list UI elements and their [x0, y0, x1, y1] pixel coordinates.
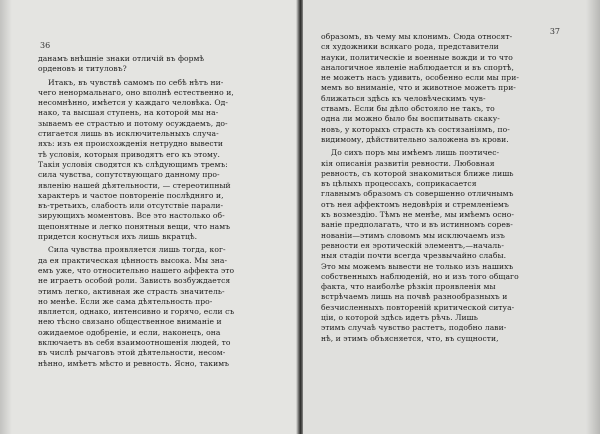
text-line: безчисленныхъ повтореній критической ситуа- [321, 302, 515, 312]
left-page-text [38, 54, 286, 369]
right-page-text [321, 32, 576, 344]
text-line: встрѣчаемъ лишь на почвѣ разнообразныхъ и [321, 292, 508, 302]
text-line: кія описанія развитія ревности. Любовная [321, 158, 495, 168]
left-page-number: 36 [40, 41, 51, 50]
text-line: этимъ легко, активная же страсть значитель- [38, 286, 225, 296]
text-line: факта, что наиболѣе рѣзкія проявленія мы [321, 282, 496, 292]
text-line: зываемъ ее страстью и потому осуждаемъ, до- [38, 118, 228, 128]
text-line: До сихъ поръ мы имѣемъ лишь поэтичес- [331, 148, 500, 158]
text-line: аналогичное явленіе наблюдается и въ спортѣ, [321, 62, 514, 72]
text-line: чего ненормальнаго, оно вполнѣ естественно и, [38, 87, 234, 97]
left-page [0, 0, 298, 434]
text-line: ревность, съ которой знакомиться ближе лишь [321, 168, 514, 178]
text-line: сила чувства, сопутствующаго данному про- [38, 170, 220, 180]
text-line: главнымъ образомъ съ совершенно отличнымъ [321, 189, 514, 199]
text-line: одна ли можно было бы воспитывать скаку- [321, 114, 500, 124]
text-line: собственныхъ наблюденій, но и изъ того общаго [321, 271, 519, 281]
text-line: въ-третьихъ, слабость или отсутствіе парали- [38, 201, 224, 211]
text-line: къ возмездію. Тѣмъ не менѣе, мы имѣемъ осно- [321, 210, 514, 220]
text-line: въ цѣлыхъ процессахъ, соприкасается [321, 179, 477, 189]
text-line: Сила чувства проявляется лишь тогда, ког- [48, 245, 226, 255]
text-line: ся художники всякаго рода, представители [321, 42, 499, 52]
text-line: этимъ случаѣ чувство растетъ, подобно лави- [321, 323, 507, 333]
text-line: является, однако, интенсивно и горячо, если съ [38, 307, 235, 317]
text-line: нако, та высшая ступень, на которой мы на- [38, 108, 219, 118]
text-line: ныя стадіи почти всегда чрезвычайно слабы. [321, 251, 507, 261]
text-line: ваніе предполагать, что и въ истинномъ сорев- [321, 220, 513, 230]
text-line: ствамъ. Если бы дѣло обстояло не такъ, то [321, 104, 495, 114]
text-line: щепонятные и легко понятныя вещи, что намъ [38, 221, 231, 231]
right-page-number: 37 [549, 27, 560, 36]
text-line: Такія условія сводятся къ слѣдующимъ тремъ: [38, 159, 228, 169]
text-line: зирующихъ моментовъ. Все это настолько об- [38, 211, 225, 221]
text-line: Итакъ, въ чувствѣ самомъ по себѣ нѣтъ ни- [48, 77, 224, 87]
text-line: но менѣе. Если же сама дѣятельность про- [38, 296, 213, 306]
right-page [303, 0, 600, 434]
text-line: ціи, о которой здѣсь идетъ рѣчь. Лишь [321, 313, 478, 323]
text-line: видимому, дѣйствительно заложена въ крови. [321, 134, 509, 144]
text-line: яхъ: изъ ея происхожденія нетрудно вывести [38, 139, 224, 149]
text-line: нѣнно, имѣетъ мѣсто и ревность. Ясно, такимъ [38, 358, 230, 368]
text-line: ревности ея эротическій элементъ,—началь- [321, 240, 505, 250]
text-line: въ числѣ рычаговъ этой дѣятельности, несом- [38, 348, 226, 358]
text-line: придется коснуться ихъ лишь вкратцѣ. [38, 232, 198, 242]
text-line: не можетъ насъ удивить, особенно если мы при- [321, 73, 519, 83]
text-line: включаетъ въ себя взаимоотношенія людей, то [38, 338, 231, 348]
text-line: нею тѣсно связано общественное вниманіе и [38, 317, 222, 327]
text-line: новъ, у которыхъ страсть къ состязаніямъ, по- [321, 124, 510, 134]
text-line: мемъ во вниманіе, что и животное можетъ при- [321, 83, 516, 93]
text-line: науки, политическіе и военные вожди и то что [321, 52, 513, 62]
text-line: нованіи—этимъ словомъ мы исключаемъ изъ [321, 230, 505, 240]
text-line: данамъ внѣшніе знаки отличій въ формѣ [38, 54, 205, 63]
text-line: отъ нея аффектомъ недовѣрія и стремленіемъ [321, 199, 509, 209]
text-line: явленію нашей дѣятельности, — стереотипный [38, 180, 231, 190]
text-line: да ея практическая цѣнность высока. Мы зна- [38, 255, 228, 265]
text-line: тѣ условія, которыя приводятъ его къ этому. [38, 149, 220, 159]
right-page-shadow [586, 0, 600, 434]
text-line: Это мы можемъ вывести не только изъ нашихъ [321, 261, 514, 271]
text-line: ожидаемое одобреніе, и если, наконецъ, она [38, 327, 221, 337]
text-line: не играетъ особой роли. Зависть возбуждается [38, 276, 231, 286]
text-line: стигается лишь въ исключительныхъ случа- [38, 129, 219, 139]
text-line: емъ уже, что относительно нашего аффекта это [38, 265, 235, 275]
text-line: орденовъ и титуловъ? [38, 64, 127, 74]
text-line: ближаться здѣсь къ человѣческимъ чув- [321, 93, 486, 103]
left-page-shadow [0, 0, 12, 434]
text-line: образомъ, въ чему мы клонимъ. Сюда относят- [321, 32, 513, 41]
text-line: несомнѣнно, имѣется у каждаго человѣка. Од- [38, 98, 228, 108]
text-line: характеръ и частое повтореніе послѣдняго и, [38, 190, 224, 200]
text-line: нѣ, и этимъ объясняется, что, въ сущности, [321, 333, 499, 343]
